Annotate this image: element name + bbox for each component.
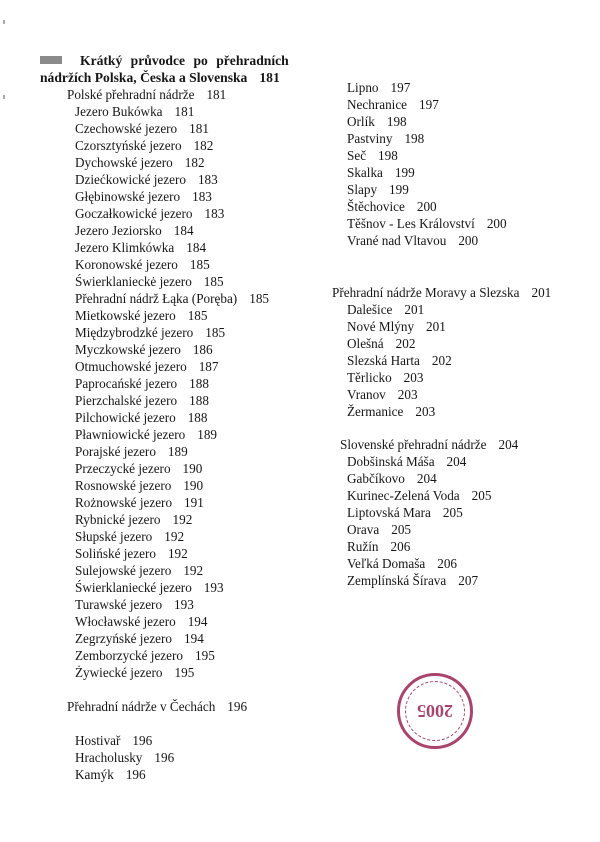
toc-entry-label: Świerklaniecké jezero bbox=[75, 580, 192, 595]
highlight-marker bbox=[40, 56, 62, 64]
toc-entry-label: Czorsztyńské jezero bbox=[75, 138, 182, 153]
toc-entry[interactable] bbox=[40, 324, 330, 341]
toc-entry-label: Žermanice bbox=[347, 404, 404, 419]
toc-entry[interactable] bbox=[40, 375, 330, 392]
toc-entry-label: Slezská Harta bbox=[347, 353, 420, 368]
page-number: 181 bbox=[174, 104, 195, 119]
page-number: 201 bbox=[404, 302, 425, 317]
toc-entry-label: Jezero Bukówka bbox=[75, 104, 163, 119]
toc-entry-label: Nechranice bbox=[347, 97, 408, 112]
page-number: 193 bbox=[203, 580, 224, 595]
toc-entry-label: Orlík bbox=[347, 114, 375, 129]
toc-section-heading-label: Přehradní nádrže v Čechách bbox=[67, 699, 216, 714]
page-number: 191 bbox=[184, 495, 204, 510]
toc-entry[interactable] bbox=[332, 453, 592, 470]
toc-entry[interactable] bbox=[332, 470, 592, 487]
toc-entry-label: Lipno bbox=[347, 80, 379, 95]
page-number: 195 bbox=[195, 648, 215, 663]
toc-entry[interactable] bbox=[40, 613, 330, 630]
toc-entry[interactable] bbox=[332, 181, 592, 198]
page-number: 202 bbox=[431, 353, 452, 368]
toc-entry[interactable] bbox=[332, 198, 592, 215]
toc-entry-label: Sulejowské jezero bbox=[75, 563, 172, 578]
toc-entry-label: Włocławské jezero bbox=[75, 614, 176, 629]
page-number: 204 bbox=[498, 437, 519, 452]
page-number: 185 bbox=[203, 274, 224, 289]
page-number: 185 bbox=[189, 257, 210, 272]
toc-entry[interactable] bbox=[40, 528, 330, 545]
page-number: 184 bbox=[173, 223, 194, 238]
toc-entry-label: Dalešice bbox=[347, 302, 393, 317]
scan-mark bbox=[3, 20, 5, 24]
toc-entry[interactable] bbox=[40, 545, 330, 562]
page-number: 205 bbox=[471, 488, 492, 503]
toc-entry-label: Slapy bbox=[347, 182, 378, 197]
page-number: 200 bbox=[416, 199, 437, 214]
page-number: 183 bbox=[197, 172, 218, 187]
page-number: 197 bbox=[390, 80, 411, 95]
toc-entry-label: Jezero Klimkówka bbox=[75, 240, 175, 255]
toc-entry[interactable] bbox=[332, 487, 592, 504]
page-number: 182 bbox=[193, 138, 214, 153]
page-number: 188 bbox=[189, 393, 209, 408]
toc-entry[interactable] bbox=[332, 130, 592, 147]
page-number: 196 bbox=[227, 699, 248, 714]
toc-entry-label: Zemborzycké jezero bbox=[75, 648, 183, 663]
page-number: 193 bbox=[174, 597, 194, 612]
toc-entry[interactable] bbox=[40, 307, 330, 324]
toc-entry[interactable] bbox=[40, 630, 330, 647]
toc-entry[interactable] bbox=[332, 147, 592, 164]
toc-entry[interactable] bbox=[40, 290, 330, 307]
toc-entry[interactable] bbox=[332, 504, 592, 521]
toc-entry[interactable] bbox=[40, 273, 330, 290]
toc-entry[interactable] bbox=[40, 732, 330, 749]
toc-entry[interactable] bbox=[332, 318, 592, 335]
toc-entry[interactable] bbox=[332, 96, 592, 113]
toc-entry[interactable] bbox=[40, 392, 330, 409]
page-number: 198 bbox=[404, 131, 425, 146]
toc-entry-label: Těrlicko bbox=[347, 370, 392, 385]
page-number: 189 bbox=[197, 427, 218, 442]
toc-entry-label: Solińské jezero bbox=[75, 546, 156, 561]
toc-entry[interactable] bbox=[332, 164, 592, 181]
page-number: 203 bbox=[403, 370, 424, 385]
page-number: 198 bbox=[386, 114, 407, 129]
page-number: 196 bbox=[125, 767, 146, 782]
toc-entry[interactable] bbox=[40, 188, 330, 205]
toc-right-column bbox=[332, 79, 592, 589]
stamp-text: 2005 bbox=[417, 701, 453, 722]
heading-line-1: Krátký průvodce po přehradních bbox=[80, 53, 289, 68]
page-number: 190 bbox=[183, 478, 204, 493]
page-number: 204 bbox=[416, 471, 437, 486]
toc-entry-label: Zemplínská Šírava bbox=[347, 573, 447, 588]
page-number: 198 bbox=[378, 148, 398, 163]
page-number: 199 bbox=[394, 165, 415, 180]
toc-entry-label: Veľká Domaša bbox=[347, 556, 426, 571]
toc-entry[interactable] bbox=[332, 215, 592, 232]
toc-left-column bbox=[40, 52, 330, 783]
toc-entry[interactable] bbox=[332, 352, 592, 369]
page-number: 194 bbox=[187, 614, 208, 629]
toc-entry-label: Myczkowské jezero bbox=[75, 342, 181, 357]
toc-entry-label: Paprocańské jezero bbox=[75, 376, 178, 391]
page-number: 186 bbox=[192, 342, 213, 357]
page-number: 184 bbox=[186, 240, 207, 255]
toc-entry[interactable] bbox=[332, 386, 592, 403]
page-number: 185 bbox=[249, 291, 269, 306]
toc-entry[interactable] bbox=[332, 538, 592, 555]
toc-entry[interactable] bbox=[40, 205, 330, 222]
page-number: 192 bbox=[172, 512, 193, 527]
toc-entry-label: Dobšinská Máša bbox=[347, 454, 435, 469]
toc-entry-label: Gabčíkovo bbox=[347, 471, 405, 486]
toc-entry-label: Mietkowské jezero bbox=[75, 308, 176, 323]
toc-entry-label: Orava bbox=[347, 522, 380, 537]
page-number: 206 bbox=[437, 556, 458, 571]
toc-entry-label: Vranov bbox=[347, 387, 386, 402]
toc-entry-label: Żywiecké jezero bbox=[75, 665, 163, 680]
page-number: 188 bbox=[187, 410, 208, 425]
page-number: 183 bbox=[192, 189, 212, 204]
toc-entry[interactable] bbox=[40, 256, 330, 273]
toc-entry[interactable] bbox=[40, 477, 330, 494]
toc-entry[interactable] bbox=[332, 113, 592, 130]
toc-entry[interactable] bbox=[40, 596, 330, 613]
toc-entry-label: Przeczycké jezero bbox=[75, 461, 171, 476]
page-number: 182 bbox=[184, 155, 205, 170]
toc-entry-label: Otmuchowské jezero bbox=[75, 359, 187, 374]
scan-mark bbox=[3, 95, 5, 99]
page-number: 181 bbox=[206, 87, 227, 102]
toc-entry[interactable] bbox=[40, 409, 330, 426]
toc-entry-label: Goczałkowické jezero bbox=[75, 206, 193, 221]
toc-entry[interactable] bbox=[40, 341, 330, 358]
toc-entry-label: Kurinec-Zelená Voda bbox=[347, 488, 460, 503]
page-number: 205 bbox=[442, 505, 463, 520]
page-number: 201 bbox=[531, 285, 552, 300]
toc-entry-label: Głębinowské jezero bbox=[75, 189, 181, 204]
toc-entry[interactable] bbox=[40, 103, 330, 120]
page-number: 196 bbox=[154, 750, 175, 765]
toc-entry-label: Liptovská Mara bbox=[347, 505, 431, 520]
toc-entry-label: Skalka bbox=[347, 165, 383, 180]
toc-section-heading[interactable] bbox=[332, 284, 592, 301]
toc-section-heading-label: Slovenské přehradní nádrže bbox=[340, 437, 487, 452]
page-number: 194 bbox=[184, 631, 204, 646]
toc-entry-label: Dziećkowické jezero bbox=[75, 172, 186, 187]
toc-entry[interactable] bbox=[40, 358, 330, 375]
toc-entry[interactable] bbox=[40, 766, 330, 783]
toc-entry-label: Porajské jezero bbox=[75, 444, 156, 459]
toc-heading bbox=[40, 52, 330, 86]
ink-stamp bbox=[397, 673, 473, 749]
toc-entry-label: Rosnowské jezero bbox=[75, 478, 172, 493]
toc-entry[interactable] bbox=[40, 579, 330, 596]
toc-entry-label: Vrané nad Vltavou bbox=[347, 233, 447, 248]
toc-section-heading-label: Přehradní nádrže Moravy a Slezska bbox=[332, 285, 520, 300]
page-number: 185 bbox=[187, 308, 208, 323]
toc-entry[interactable] bbox=[332, 555, 592, 572]
toc-entry-label: Zegrzyńské jezero bbox=[75, 631, 173, 646]
page-number: 197 bbox=[419, 97, 439, 112]
toc-entry-label: Rożnowské jezero bbox=[75, 495, 173, 510]
toc-entry-label: Pławniowické jezero bbox=[75, 427, 186, 442]
toc-entry-label: Nové Mlýny bbox=[347, 319, 415, 334]
page-number: 200 bbox=[486, 216, 507, 231]
toc-entry-label: Turawské jezero bbox=[75, 597, 163, 612]
toc-entry-label: Přehradní nádrž Łąka (Poręba) bbox=[75, 291, 238, 306]
toc-entry-label: Pilchowické jezero bbox=[75, 410, 176, 425]
page-number: 192 bbox=[167, 546, 188, 561]
toc-entry[interactable] bbox=[40, 137, 330, 154]
page-number: 189 bbox=[167, 444, 188, 459]
page-number: 183 bbox=[204, 206, 225, 221]
toc-entry[interactable] bbox=[332, 521, 592, 538]
toc-entry-label: Štěchovice bbox=[347, 199, 405, 214]
toc-entry[interactable] bbox=[332, 79, 592, 96]
page-number: 185 bbox=[205, 325, 226, 340]
toc-entry[interactable] bbox=[40, 222, 330, 239]
page-number: 195 bbox=[174, 665, 195, 680]
toc-entry[interactable] bbox=[40, 494, 330, 511]
page-number: 202 bbox=[395, 336, 416, 351]
toc-entry-label: Hracholusky bbox=[75, 750, 143, 765]
stamp-ring bbox=[405, 681, 465, 741]
page-number: 188 bbox=[189, 376, 209, 391]
page-number: 187 bbox=[198, 359, 219, 374]
toc-entry[interactable] bbox=[40, 154, 330, 171]
page-number: 192 bbox=[164, 529, 185, 544]
page-number: 200 bbox=[458, 233, 479, 248]
page-number: 181 bbox=[189, 121, 209, 136]
toc-entry-label: Těšnov - Les Království bbox=[347, 216, 475, 231]
toc-entry[interactable] bbox=[40, 511, 330, 528]
toc-entry[interactable] bbox=[332, 335, 592, 352]
toc-section-heading[interactable] bbox=[332, 436, 592, 453]
toc-entry[interactable] bbox=[332, 572, 592, 589]
toc-entry-label: Świerklanieckė jezero bbox=[75, 274, 192, 289]
toc-entry-label: Pierzchalské jezero bbox=[75, 393, 178, 408]
toc-entry-label: Kamýk bbox=[75, 767, 114, 782]
toc-section-heading-label: Polské přehradní nádrže bbox=[67, 87, 195, 102]
page-number: 199 bbox=[389, 182, 409, 197]
toc-section-heading[interactable] bbox=[40, 698, 330, 715]
toc-entry[interactable] bbox=[332, 232, 592, 249]
toc-entry[interactable] bbox=[40, 443, 330, 460]
page-number: 203 bbox=[415, 404, 436, 419]
toc-entry-label: Międzybrodzké jezero bbox=[75, 325, 194, 340]
heading-line-2-text: nádržích Polska, Česka a Slovenska bbox=[40, 70, 248, 85]
page-number: 190 bbox=[182, 461, 203, 476]
toc-entry-label: Pastviny bbox=[347, 131, 393, 146]
toc-entry-label: Czechowské jezero bbox=[75, 121, 178, 136]
toc-entry[interactable] bbox=[40, 120, 330, 137]
toc-entry[interactable] bbox=[40, 647, 330, 664]
toc-entry[interactable] bbox=[40, 749, 330, 766]
toc-entry[interactable] bbox=[40, 562, 330, 579]
toc-entry-label: Słupské jezero bbox=[75, 529, 153, 544]
toc-entry-label: Dychowské jezero bbox=[75, 155, 173, 170]
toc-entry[interactable] bbox=[40, 664, 330, 681]
toc-entry[interactable] bbox=[332, 403, 592, 420]
toc-entry-label: Koronowské jezero bbox=[75, 257, 178, 272]
toc-entry-label: Hostivař bbox=[75, 733, 121, 748]
page-number: 196 bbox=[132, 733, 153, 748]
toc-entry[interactable] bbox=[40, 171, 330, 188]
toc-entry[interactable] bbox=[332, 301, 592, 318]
toc-entry-label: Seč bbox=[347, 148, 367, 163]
toc-entry-label: Rybnické jezero bbox=[75, 512, 161, 527]
page-number: 201 bbox=[426, 319, 446, 334]
heading-page: 181 bbox=[259, 70, 280, 85]
page-number: 206 bbox=[390, 539, 411, 554]
toc-entry[interactable] bbox=[40, 239, 330, 256]
page-number: 207 bbox=[458, 573, 479, 588]
toc-entry[interactable] bbox=[40, 460, 330, 477]
toc-entry-label: Ružín bbox=[347, 539, 379, 554]
page-number: 203 bbox=[397, 387, 418, 402]
toc-entry[interactable] bbox=[40, 426, 330, 443]
toc-entry[interactable] bbox=[332, 369, 592, 386]
toc-section-heading[interactable] bbox=[40, 86, 330, 103]
toc-entry-label: Olešná bbox=[347, 336, 384, 351]
heading-line-2 bbox=[40, 69, 330, 86]
page-number: 204 bbox=[446, 454, 467, 469]
page-number: 192 bbox=[183, 563, 204, 578]
page-number: 205 bbox=[391, 522, 411, 537]
toc-entry-label: Jezero Jeziorsko bbox=[75, 223, 162, 238]
